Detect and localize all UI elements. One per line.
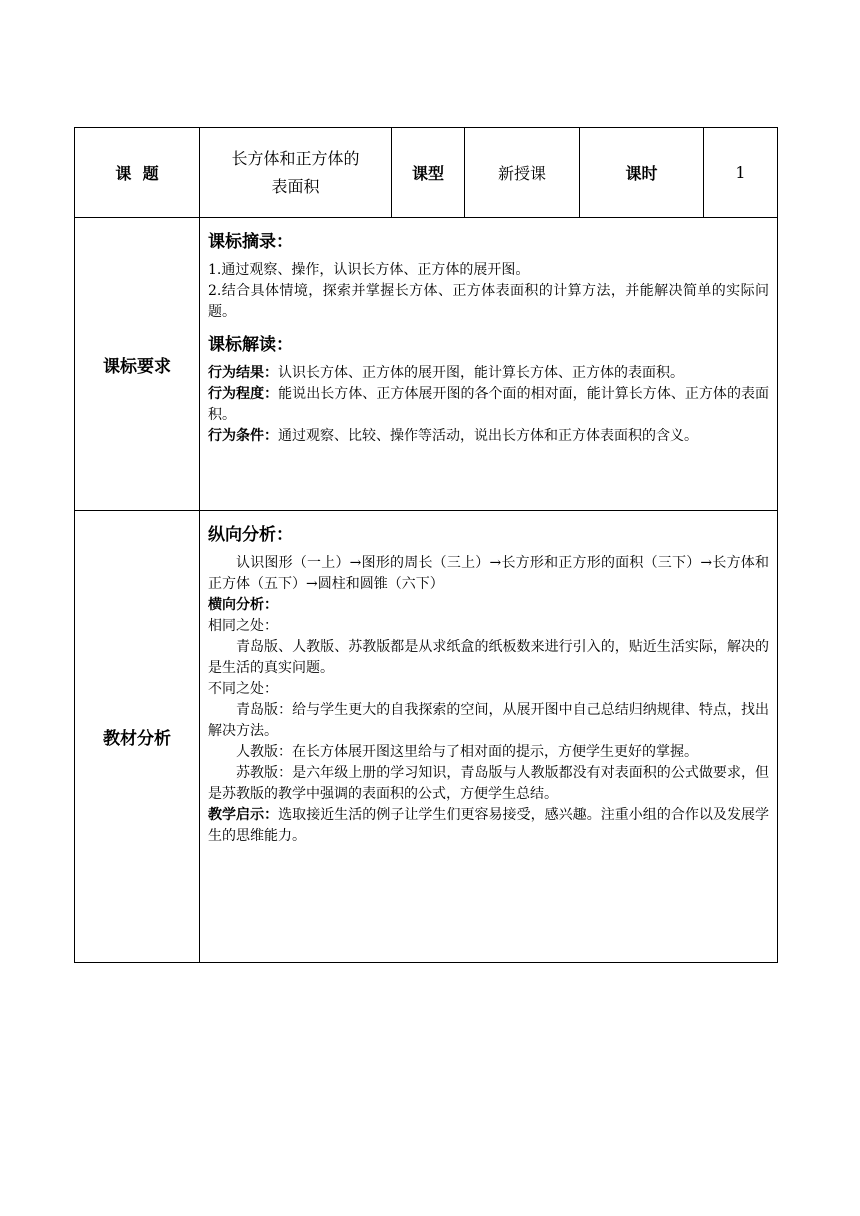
type-label: 课型 bbox=[392, 128, 465, 218]
interpret-term: 行为程度： bbox=[208, 386, 279, 402]
analysis-content bbox=[200, 511, 778, 963]
diff-title: 不同之处： bbox=[208, 681, 278, 697]
interpret-text: 能说出长方体、正方体展开图的各个面的相对面，能计算长方体、正方体的表面积。 bbox=[208, 386, 770, 423]
vertical-text: 认识图形（一上）→图形的周长（三上）→长方形和正方形的面积（三下）→长方体和正方体（五下）→圆柱和圆锥（六下） bbox=[208, 555, 769, 592]
analysis-row bbox=[75, 511, 778, 963]
excerpt-title: 课标摘录： bbox=[208, 232, 293, 252]
interpret-text: 通过观察、比较、操作等活动，说出长方体和正方体表面积的含义。 bbox=[278, 428, 698, 444]
standards-content bbox=[200, 218, 778, 511]
header-row bbox=[75, 128, 778, 218]
diff-item: 人教版：在长方体展开图这里给与了相对面的提示，方便学生更好的掌握。 bbox=[236, 744, 698, 760]
topic-value-line2: 表面积 bbox=[271, 176, 320, 196]
topic-value-line1: 长方体和正方体的 bbox=[231, 148, 360, 168]
insight-term: 教学启示： bbox=[208, 807, 279, 823]
interpret-text: 认识长方体、正方体的展开图，能计算长方体、正方体的表面积。 bbox=[278, 365, 684, 381]
standards-label: 课标要求 bbox=[75, 218, 200, 511]
interpret-term: 行为结果： bbox=[208, 365, 278, 381]
standards-row bbox=[75, 218, 778, 511]
interpret-item bbox=[208, 426, 769, 447]
vertical-title: 纵向分析： bbox=[208, 525, 293, 545]
interpret-term: 行为条件： bbox=[208, 428, 278, 444]
insight bbox=[208, 805, 769, 847]
same-text: 青岛版、人教版、苏教版都是从求纸盒的纸板数来进行引入的，贴近生活实际，解决的是生活的真实问题。 bbox=[208, 639, 769, 676]
diff-item: 苏教版：是六年级上册的学习知识，青岛版与人教版都没有对表面积的公式做要求，但是苏教版的教学中强调的表面积的公式，方便学生总结。 bbox=[208, 765, 769, 802]
hours-label: 课时 bbox=[580, 128, 704, 218]
horizontal-title: 横向分析： bbox=[208, 597, 278, 613]
type-value: 新授课 bbox=[465, 128, 580, 218]
topic-value bbox=[200, 128, 392, 218]
hours-value: 1 bbox=[704, 128, 778, 218]
interpret-title: 课标解读： bbox=[208, 335, 293, 355]
analysis-label: 教材分析 bbox=[75, 511, 200, 963]
interpret-item bbox=[208, 384, 769, 426]
excerpt-item: 2.结合具体情境，探索并掌握长方体、正方体表面积的计算方法，并能解决简单的实际问题。 bbox=[208, 283, 769, 320]
same-title: 相同之处： bbox=[208, 618, 278, 634]
interpret-item bbox=[208, 363, 769, 384]
excerpt-item: 1.通过观察、操作，认识长方体、正方体的展开图。 bbox=[208, 262, 530, 278]
insight-text: 选取接近生活的例子让学生们更容易接受，感兴趣。注重小组的合作以及发展学生的思维能力。 bbox=[208, 807, 770, 844]
topic-label: 课 题 bbox=[75, 128, 200, 218]
lesson-plan-table bbox=[74, 127, 778, 963]
diff-item: 青岛版：给与学生更大的自我探索的空间，从展开图中自己总结归纳规律、特点，找出解决方法。 bbox=[208, 702, 769, 739]
